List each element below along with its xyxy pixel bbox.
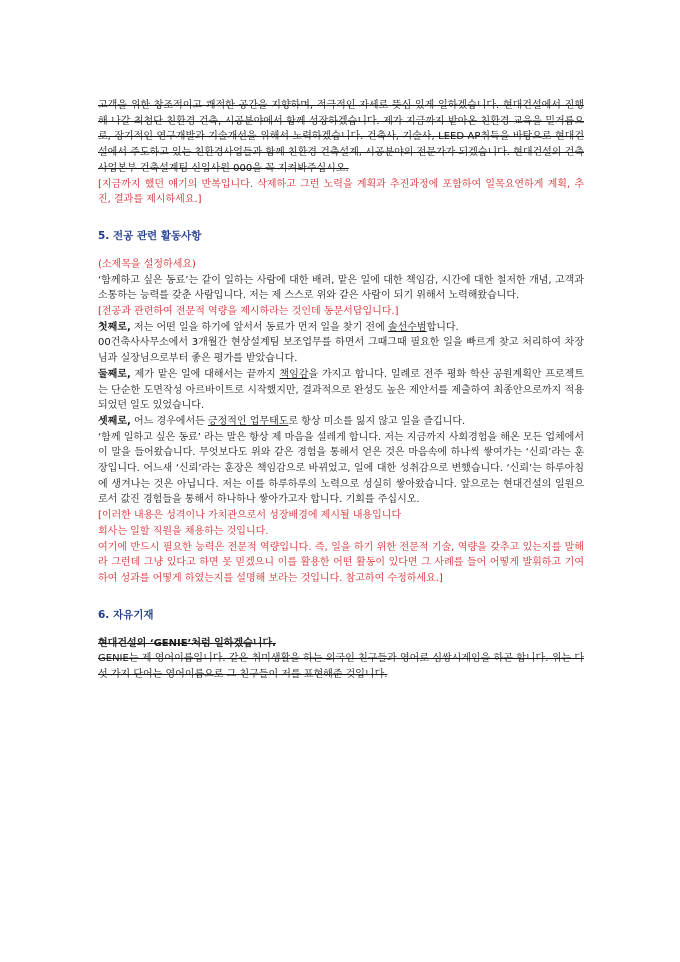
section5-comment-2a: [이러한 내용은 성격이나 가치관으로서 성장배경에 제시될 내용입니다 — [98, 510, 402, 522]
third-text-end: 로 항상 미소를 잃지 않고 일을 즐깁니다. — [288, 415, 466, 427]
section6-body-strikethrough: GENIE는 제 영어이름입니다. 같은 취미생활을 하는 외국인 친구들과 영어로 심쌍시게임을 하곤 합니다. 위는 다섯 가지 단어는 영어이름으로 그 친구들이 저를 표현해준 것입니다. — [98, 653, 584, 681]
section5-heading: 5. 전공 관련 활동사항 — [98, 229, 202, 242]
first-underlined: 솔선수범 — [387, 321, 427, 333]
document-page — [98, 98, 584, 683]
section5-comment-1: [전공과 관련하여 전문적 역량을 제시하라는 것인데 동문서답입니다.] — [98, 306, 399, 318]
third-underlined: 긍정적인 업무태도 — [207, 415, 289, 427]
section5-intro-paragraph: ‘함께하고 싶은 동료’는 같이 일하는 사람에 대한 배려, 맡은 일에 대한 책임감, 시간에 대한 철저한 개념, 고객과 소통하는 능력를 갖춘 사람입니다. 저는 제 스스로 위와 같은 사람이 되기 위해서 노력해왔습니다. — [98, 274, 584, 302]
section5-comment-2c: 여기에 반드시 필요한 능력은 전문적 역량입니다. 즉, 일을 하기 위한 전문적 기술, 역량을 갖추고 있는지를 말해라 그런데 그냥 있다고 하면 못 믿겠으니 이를 활용한 어떤 활동이 있다면 그 사례를 들어 어떻게 발휘하고 기여하여 성과를 어떻게 하였는지를 설명해 보라는 것입니다. 참고하여 수정하세요.] — [98, 541, 584, 584]
section5-third-point — [98, 414, 584, 430]
intro-strikethrough-paragraph: 고객을 위한 창조적이고 쾌적한 공간을 지향하며, 적극적인 자세로 뜻심 있게 일하겠습니다. 현대건설에서 진행해 나갈 최첨단 친환경 건축, 시공분야에서 함께 성장하겠습니다. 제가 지금까지 받아온 친환경 교육을 밑거름으로, 장기적인 연구개발과 기술개선을 위해서 노력하겠습니다. 건축사, 기술사, LEED AP취득을 바탕으로 현대건설에서 주도하고 있는 친환경사업들과 함께 친환경 건축설계, 시공분야의 전문가가 되겠습니다. 현대건설의 건축사업본부 건축설계팀 신입사원 000을 꼭 지켜봐주십시오. — [98, 100, 584, 174]
first-text-end: 합니다. — [426, 321, 459, 333]
second-text-end: 을 가지고 합니다. 일례로 전주 평화 학산 공원계획안 프로젝트는 단순한 도면작성 아르바이트로 시작했지만, 결과적으로 완성도 높은 제안서를 제출하여 최종안으로까지 적용되었던 일도 있었습니다. — [98, 368, 585, 412]
second-underlined: 책임감 — [279, 368, 309, 380]
section5-first-detail: 00건축사사무소에서 3개월간 현상설계팀 보조업무를 하면서 그때그때 필요한 일을 빠르게 찾고 처리하여 차장님과 실장님으로부터 좋은 평가를 받았습니다. — [98, 337, 584, 365]
section6-heading: 6. 자유기재 — [98, 608, 154, 621]
intro-review-comment: [지금까지 했던 얘기의 반복입니다. 삭제하고 그런 노력을 계획과 추진과정에 포함하여 일목요연하게 계획, 추진, 결과를 제시하세요.] — [98, 178, 584, 206]
first-label: 첫째로, — [98, 321, 131, 333]
third-text: 어느 경우에서든 — [130, 415, 208, 427]
section5-comment-2b: 회사는 일할 직원을 채용하는 것입니다. — [98, 525, 269, 537]
section5-first-point — [98, 320, 584, 336]
third-label: 셋째로, — [98, 415, 131, 427]
section5-subtitle-hint: (소제목을 설정하세요) — [98, 258, 196, 270]
section5-second-point — [98, 367, 584, 414]
section5-closing-paragraph: ‘함께 일하고 싶은 동료’ 라는 말은 항상 제 마음을 설레게 합니다. 저는 지금까지 사회경험을 해온 모든 업체에서 이 말을 들어왔습니다. 무엇보다도 위와 같은 경험을 통해서 얻은 것은 마음속에 하나씩 쌓여가는 ‘신뢰’라는 훈장입니다. 어느새 ‘신뢰’라는 훈장은 책임감으로 바뀌었고, 일에 대한 성취감으로 변했습니다. ‘신뢰’는 하루아침에 생겨나는 것은 아닙니다. 저는 이를 하루하루의 노력으로 성실히 쌓아왔습니다. 앞으로는 현대건설의 일원으로서 값진 경험들을 통해서 하나하나 쌓아가고자 합니다. 기회를 주십시오. — [98, 431, 584, 506]
second-text: 제가 맡은 일에 대해서는 끝까지 — [130, 368, 280, 380]
section6-title-strikethrough: 현대건설의 ‘GENIE’처럼 일하겠습니다. — [98, 637, 276, 649]
first-text: 저는 어떤 일을 하기에 앞서서 동료가 먼저 일을 찾기 전에 — [130, 321, 388, 333]
second-label: 둘째로, — [98, 368, 131, 380]
